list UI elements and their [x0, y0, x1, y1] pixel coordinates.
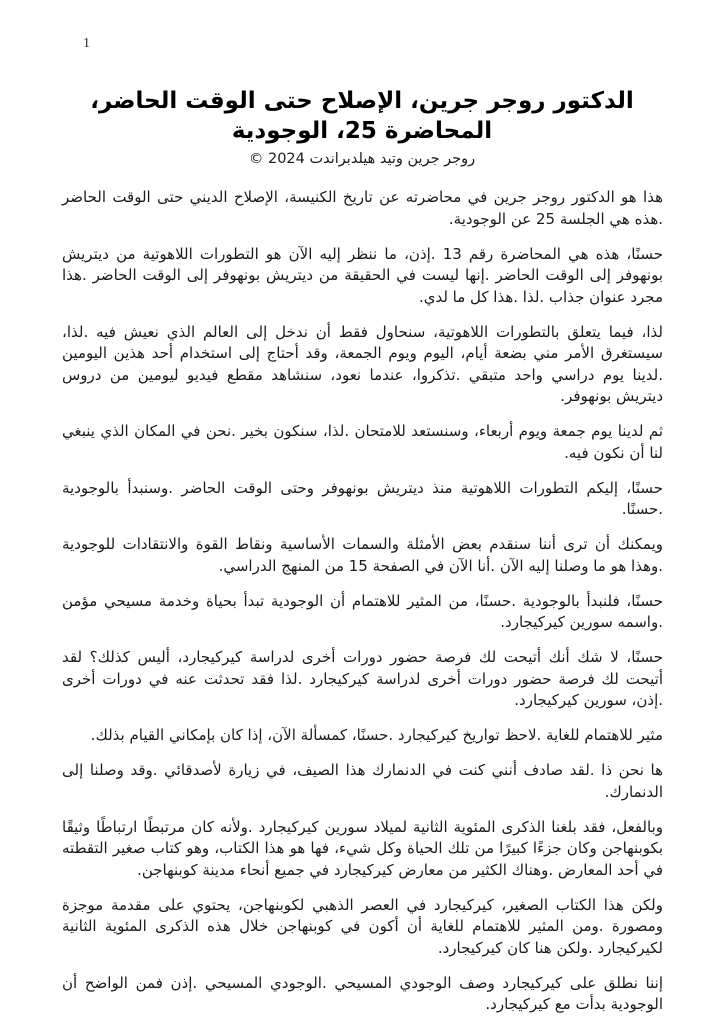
paragraph-9: مثير للاهتمام للغاية .لاحظ تواريخ كيركيجارد .حسنًا، كمسألة الآن، إذا كان بإمكاني القيام بذلك.	[90, 726, 663, 744]
paragraph-3: لذا، فيما يتعلق بالتطورات اللاهوتية، سنحاول فقط أن ندخل إلى العالم الذي نعيش فيه .لذا، سيستغرق الأمر مني بضعة أيام، اليوم ويوم الجمعة، وقد أحتاج إلى استخدام أحد هذين اليومين .لدينا يوم دراسي واحد متبقي .تذكروا، عندما نعود، سنشاهد مقطع فيديو ليومين من دروس ديتريش بونهوفر.	[62, 322, 663, 405]
paragraph-7: حسنًا، فلنبدأ بالوجودية .حسنًا، من المثير للاهتمام أن الوجودية تبدأ بحياة وخدمة مسيحي مؤمن .واسمه سورين كيركيجارد.	[62, 591, 663, 631]
document-header	[0, 0, 724, 169]
title-line-1: الدكتور روجر جرين، الإصلاح حتى الوقت الحاضر،	[90, 88, 634, 114]
paragraph-12: ولكن هذا الكتاب الصغير، كيركيجارد في العصر الذهبي لكوبنهاجن، يحتوي على مقدمة موجزة ومصورة .ومن المثير للاهتمام للغاية أن أكون في كوبنهاجن خلال هذه الذكرى المئوية الثانية لكيركيجارد .ولكن هنا كان كيركيجارد.	[62, 895, 663, 957]
paragraph-11: وبالفعل، فقد بلغنا الذكرى المئوية الثانية لميلاد سورين كيركيجارد .ولأنه كان مرتبطًا ارتباطًا وثيقًا بكوبنهاجن وكان جزءًا كبيرًا من تلك الحياة وكل شيء، فها هو هذا الكتاب، وهو كتاب صغير التقطته في أحد المعارض .وهناك الكثير من معارض كيركيجارد في جميع أنحاء مدينة كوبنهاجن.	[62, 817, 663, 879]
paragraph-13: إننا نطلق على كيركيجارد وصف الوجودي المسيحي .الوجودي المسيحي .إذن فمن الواضح أن الوجودية بدأت مع كيركيجارد.	[62, 973, 663, 1013]
page-number: 1	[83, 36, 90, 51]
paragraph-1: هذا هو الدكتور روجر جرين في محاضرته عن تاريخ الكنيسة، الإصلاح الديني حتى الوقت الحاضر .هذه هي الجلسة 25 عن الوجودية.	[62, 188, 663, 228]
title-line-2: المحاضرة 25، الوجودية	[231, 118, 493, 144]
paragraph-6: ويمكنك أن ترى أننا سنقدم بعض الأمثلة والسمات الأساسية ونقاط القوة والانتقادات للوجودية .وهذا هو ما وصلنا إليه الآن .أنا الآن في الصفحة 15 من المنهج الدراسي.	[62, 535, 663, 575]
paragraph-2: حسنًا، هذه هي المحاضرة رقم 13 .إذن، ما ننظر إليه الآن هو التطورات اللاهوتية من ديتريش بونهوفر إلى الوقت الحاضر .إنها ليست في الحقيقة من ديتريش بونهوفر إلى الوقت الحاضر .هذا مجرد عنوان جذاب .لذا .هذا كل ما لدي.	[62, 244, 663, 306]
paragraph-4: ثم لدينا يوم جمعة ويوم أربعاء، وسنستعد للامتحان .لذا، سنكون بخير .نحن في المكان الذي ينبغي لنا أن نكون فيه.	[62, 422, 663, 462]
document-title	[0, 86, 724, 146]
paragraph-8: حسنًا، لا شك أنك أتيحت لك فرصة حضور دورات أخرى لدراسة كيركيجارد، أليس كذلك؟ لقد أتيحت لك فرصة حضور دورات أخرى لدراسة كيركيجارد .لذا فقد تحدثت عنه في دورات أخرى .إذن، سورين كيركيجارد.	[62, 648, 663, 709]
byline: روجر جرين وتيد هيلدبراندت 2024 ©	[248, 151, 476, 167]
paragraph-5: حسنًا، إليكم التطورات اللاهوتية منذ ديتريش بونهوفر وحتى الوقت الحاضر .وسنبدأ بالوجودية .حسنًا.	[62, 478, 663, 518]
document-body	[62, 187, 663, 1016]
paragraph-10: ها نحن ذا .لقد صادف أنني كنت في الدنمارك هذا الصيف، في زيارة لأصدقائي .وقد وصلنا إلى الدنمارك.	[62, 761, 663, 801]
